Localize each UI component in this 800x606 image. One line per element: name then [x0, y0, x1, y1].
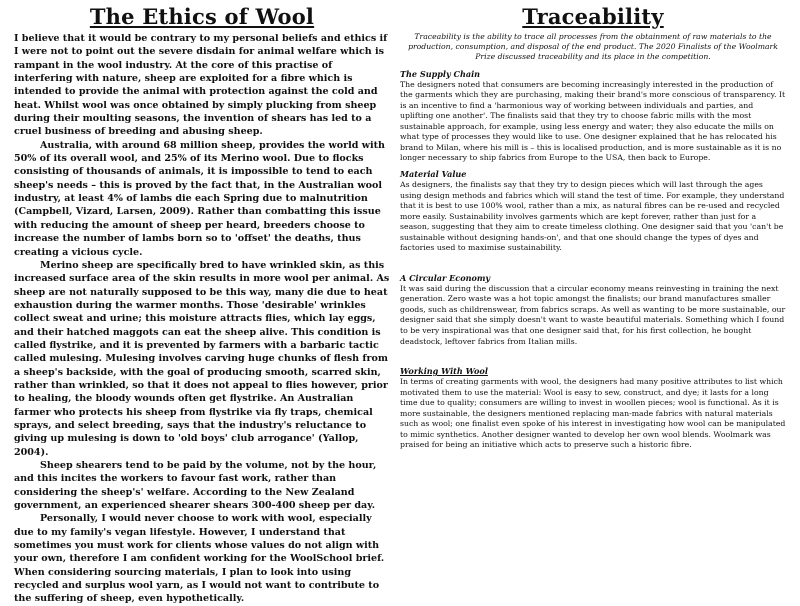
- ethics-column: [14, 4, 390, 606]
- traceability-intro: Traceability is the ability to trace all processes from the obtainment of raw materials to the production, consumption, and disposal of the end product. The 2020 Finalists of the Woolmark Prize discussed traceability and its place in the competition.: [408, 32, 778, 62]
- section-body-working-with-wool: In terms of creating garments with wool, the designers had many positive attributes to list which motivated them to use the material: Wool is easy to sew, construct, and dye; it lasts for a long time due to quality; consumers are willing to invest in woollen pieces; wool is functional. As it is more sustainable, the designers mentioned replacing man-made fabrics with natural materials such as wool; one finalist even spoke of his interest in investigating how wool can be manipulated to mimic synthetics. Another designer wanted to develop her own wool blends. Woolmark was praised for being an initiative which acts to preserve such a historic fibre.: [400, 377, 786, 450]
- section-heading-supply-chain: The Supply Chain: [400, 68, 481, 79]
- ethics-paragraph: I believe that it would be contrary to my personal beliefs and ethics if I were not to point out the severe disdain for animal welfare which is rampant in the wool industry. At the core of this practise of interfering with nature, sheep are exploited for a fibre which is intended to provide the animal with protection against the cold and heat. Whilst wool was once obtained by simply plucking from sheep during their moulting seasons, the invention of shears has led to a cruel business of breeding and abusing sheep.: [14, 33, 388, 138]
- section-heading-working-with-wool: Working With Wool: [400, 366, 488, 377]
- ethics-paragraph: Merino sheep are specifically bred to have wrinkled skin, as this increased surface area of the skin results in more wool per animal. As sheep are not naturally supposed to be this way, many die due to heat exhaustion during the warmer months. Those 'desirable' wrinkles collect sweat and urine; this moisture attracts flies, which lay eggs, and their hatched maggots can eat the sheep alive. This condition is called flystrike, and it is prevented by farmers with a barbaric tactic called mulesing. Mulesing involves carving huge chunks of flesh from a sheep's backside, with the goal of producing smooth, scarred skin, rather than wrinkled, so that it does not appeal to flies however, prior to healing, the bloody wounds often get flystrike. An Australian farmer who protects his sheep from flystrike via fly traps, chemical sprays, and select breeding, says that the industry's reluctance to giving up mulesing is down to 'old boys' club arrogance' (Yallop, 2004).: [14, 259, 390, 458]
- ethics-paragraph: Personally, I would never choose to work with wool, especially due to my family's vegan lifestyle. However, I understand that sometimes you must work for clients whose values do not align with your own, therefore I am confident working for the WoolSchool brief. When considering sourcing materials, I plan to look into using recycled and surplus wool yarn, as I would not want to contribute to the suffering of sheep, even hypothetically.: [14, 513, 385, 605]
- section-body-material-value: As designers, the finalists say that they try to design pieces which will last through the ages using design methods and fabrics which will stand the test of time. For example, they understand that it is best to use 100% wool, rather than a mix, as natural fibres can be re-used and recycled more easily. Sustainability involves garments which are kept forever, rather than just for a season, suggesting that they aim to create timeless clothing. One designer said that you 'can't be sustainable without designing hands-on', and that one should change the types of dyes and factories used to maximise sustainability.: [400, 179, 785, 253]
- ethics-paragraph: Sheep shearers tend to be paid by the volume, not by the hour, and this incites the workers to favour fast work, rather than considering the sheep's' welfare. According to the New Zealand government, an experienced shearer shears 300-400 sheep per day.: [14, 460, 377, 512]
- section-spacer: [400, 259, 786, 269]
- traceability-title: Traceability: [522, 4, 664, 29]
- traceability-column: [400, 4, 786, 456]
- section-heading-material-value: Material Value: [400, 168, 467, 179]
- section-heading-circular-economy: A Circular Economy: [400, 272, 491, 283]
- ethics-paragraph: Australia, with around 68 million sheep, provides the world with 50% of its overall wool, and 25% of its Merino wool. Due to flocks consisting of thousands of animals, it is impossible to tend to each sheep's needs – this is proved by the fact that, in the Australian wool industry, at least 4% of lambs die each Spring due to malnutrition (Campbell, Vizard, Larsen, 2009). Rather than combatting this issue with reducing the amount of sheep per heard, breeders choose to increase the number of lambs born so to 'offset' the deaths, thus creating a vicious cycle.: [14, 139, 385, 258]
- section-body-supply-chain: The designers noted that consumers are becoming increasingly interested in the production of the garments which they are purchasing, making their brand's more conscious of transparency. It is an incentive to find a 'harmonious way of working between individuals and parties, and uplifting one another'. The finalists said that they try to choose fabric mills with the most sustainable approach, for example, using less energy and water; they also educate the mills on what type of processes they would like to use. One designer explained that he has relocated his brand to Milan, where his mill is – this is localised production, and is more sustainable as it is no longer necessary to ship fabrics from Europe to the USA, then back to Europe.: [400, 79, 786, 163]
- section-body-circular-economy: It was said during the discussion that a circular economy means reinvesting in training the next generation. Zero waste was a hot topic amongst the finalists; our brand manufactures smaller goods, such as childrenswear, from fabrics scraps. As well as wanting to be more sustainable, our designer said that she simply doesn't want to waste beautiful materials. Something which I found to be very inspirational was that one designer said that, for his first collection, he bought deadstock, leftover fabrics from Italian mills.: [400, 283, 786, 346]
- ethics-title: The Ethics of Wool: [89, 4, 315, 29]
- section-spacer: [400, 352, 786, 362]
